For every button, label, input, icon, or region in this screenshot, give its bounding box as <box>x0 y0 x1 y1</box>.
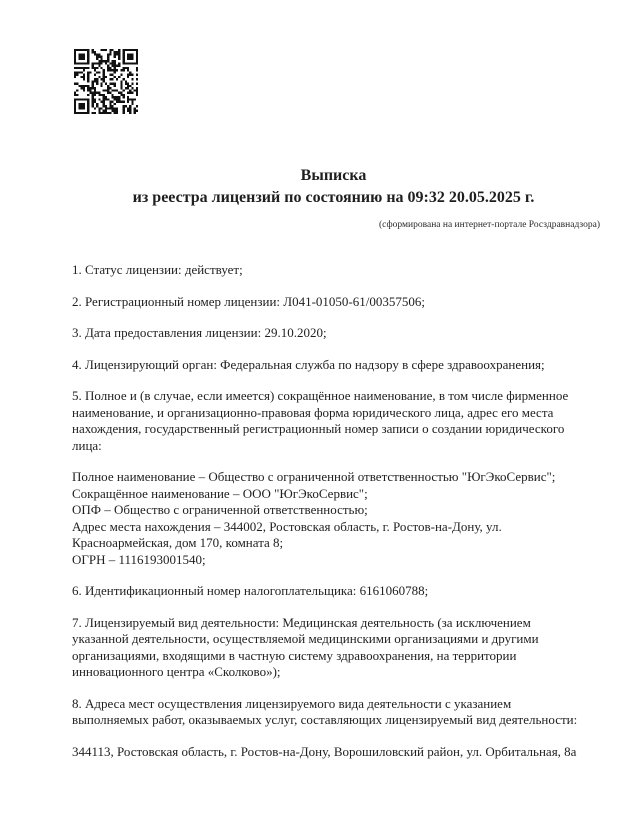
document-body <box>72 262 590 775</box>
item-inn: 6. Идентификационный номер налогоплательщика: 6161060788; <box>72 583 429 598</box>
activity-address: 344113, Ростовская область, г. Ростов-на-Дону, Ворошиловский район, ул. Орбитальная, 8а <box>72 743 577 759</box>
item-grant-date: 3. Дата предоставления лицензии: 29.10.2020; <box>72 325 327 340</box>
document-title <box>72 165 595 209</box>
qr-code <box>74 49 138 114</box>
item-addresses-intro: 8. Адреса мест осуществления лицензируемого вида деятельности с указанием выполняемых работ, оказываемых услуг, составляющих лицензируемый вид деятельности: <box>72 695 578 727</box>
formed-note: (сформирована на интернет-портале Росздравнадзора) <box>379 220 600 230</box>
company-ogrn: ОГРН – 1116193001540; <box>72 551 206 567</box>
company-short-name: Сокращённое наименование – ООО "ЮгЭкоСервис"; <box>72 485 368 501</box>
item-licensed-activity: 7. Лицензируемый вид деятельности: Медицинская деятельность (за исключением указанной деятельности, осуществляемой медицинскими организациями и другими организациями, входящими в частную систему здравоохранения, на территории инновационного центра «Сколково»); <box>72 614 539 679</box>
item-licensing-authority: 4. Лицензирующий орган: Федеральная служба по надзору в сфере здравоохранения; <box>72 356 545 372</box>
company-address: Адрес места нахождения – 344002, Ростовская область, г. Ростов-на-Дону, ул. Красноармейская, дом 170, комната 8; <box>72 518 502 550</box>
item-license-status: 1. Статус лицензии: действует; <box>72 262 243 277</box>
item-names-intro: 5. Полное и (в случае, если имеется) сокращённое наименование, в том числе фирменное наименование, и организационно-правовая форма юридического лица, адрес его места нахождения, государственный регистрационный номер записи о создании юридического лица: <box>72 388 569 453</box>
title-line-2: из реестра лицензий по состоянию на 09:32 20.05.2025 г. <box>132 189 535 206</box>
item-registration-number: 2. Регистрационный номер лицензии: Л041-01050-61/00357506; <box>72 293 425 309</box>
company-full-name: Полное наименование – Общество с ограниченной ответственностью "ЮгЭкоСервис"; <box>72 469 556 484</box>
company-details-block <box>72 469 590 568</box>
company-opf: ОПФ – Общество с ограниченной ответственностью; <box>72 502 368 517</box>
title-line-1: Выписка <box>300 167 367 184</box>
